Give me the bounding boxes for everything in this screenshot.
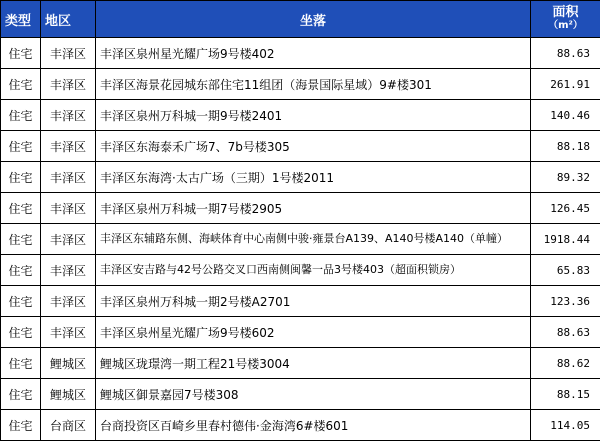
cell-area: 1918.44 — [531, 224, 600, 255]
cell-location: 丰泽区泉州星光耀广场9号楼602 — [96, 317, 531, 348]
header-type: 类型 — [1, 1, 41, 38]
cell-type: 住宅 — [1, 317, 41, 348]
cell-area: 88.15 — [531, 379, 600, 410]
cell-type: 住宅 — [1, 162, 41, 193]
cell-district: 丰泽区 — [41, 69, 96, 100]
cell-type: 住宅 — [1, 379, 41, 410]
cell-type: 住宅 — [1, 38, 41, 69]
cell-area: 140.46 — [531, 100, 600, 131]
header-area — [531, 1, 600, 38]
header-location: 坐落 — [96, 1, 531, 38]
cell-location: 丰泽区泉州万科城一期7号楼2905 — [96, 193, 531, 224]
table-row — [1, 348, 600, 379]
cell-district: 鲤城区 — [41, 348, 96, 379]
cell-area: 261.91 — [531, 69, 600, 100]
cell-area: 88.63 — [531, 38, 600, 69]
table-row — [1, 38, 600, 69]
cell-location: 鲤城区珑璟湾一期工程21号楼3004 — [96, 348, 531, 379]
header-row — [1, 1, 600, 38]
cell-type: 住宅 — [1, 410, 41, 441]
cell-type: 住宅 — [1, 131, 41, 162]
cell-location: 鲤城区御景嘉园7号楼308 — [96, 379, 531, 410]
cell-district: 丰泽区 — [41, 131, 96, 162]
cell-area: 123.36 — [531, 286, 600, 317]
cell-area: 126.45 — [531, 193, 600, 224]
cell-area: 65.83 — [531, 255, 600, 286]
cell-district: 丰泽区 — [41, 38, 96, 69]
cell-type: 住宅 — [1, 348, 41, 379]
cell-location: 丰泽区泉州万科城一期9号楼2401 — [96, 100, 531, 131]
cell-district: 丰泽区 — [41, 224, 96, 255]
table-row — [1, 379, 600, 410]
cell-location: 台商投资区百崎乡里春村德伟·金海湾6#楼601 — [96, 410, 531, 441]
header-area-label: 面积 — [552, 5, 579, 20]
cell-location: 丰泽区泉州万科城一期2号楼A2701 — [96, 286, 531, 317]
cell-location: 丰泽区安吉路与42号公路交叉口西南侧闽馨一品3号楼403（超面积锁房） — [96, 255, 531, 286]
cell-district: 丰泽区 — [41, 255, 96, 286]
cell-area: 88.18 — [531, 131, 600, 162]
cell-location: 丰泽区海景花园城东部住宅11组团（海景国际星域）9#楼301 — [96, 69, 531, 100]
header-district: 地区 — [41, 1, 96, 38]
cell-type: 住宅 — [1, 286, 41, 317]
table-row — [1, 131, 600, 162]
table-row — [1, 410, 600, 441]
cell-location: 丰泽区泉州星光耀广场9号楼402 — [96, 38, 531, 69]
table-row — [1, 100, 600, 131]
cell-location: 丰泽区东辅路东侧、海峡体育中心南侧中骏·雍景台A139、A140号楼A140（单幢） — [96, 224, 531, 255]
cell-area: 88.63 — [531, 317, 600, 348]
cell-district: 丰泽区 — [41, 162, 96, 193]
cell-location: 丰泽区东海泰禾广场7、7b号楼305 — [96, 131, 531, 162]
cell-district: 丰泽区 — [41, 317, 96, 348]
header-area-unit: （m²） — [548, 20, 583, 31]
table-row — [1, 193, 600, 224]
cell-district: 丰泽区 — [41, 193, 96, 224]
cell-type: 住宅 — [1, 193, 41, 224]
table-row — [1, 286, 600, 317]
cell-district: 鲤城区 — [41, 379, 96, 410]
table-row — [1, 317, 600, 348]
cell-area: 88.62 — [531, 348, 600, 379]
cell-district: 丰泽区 — [41, 100, 96, 131]
table-row — [1, 224, 600, 255]
cell-district: 丰泽区 — [41, 286, 96, 317]
cell-type: 住宅 — [1, 255, 41, 286]
cell-location: 丰泽区东海湾·太古广场（三期）1号楼2011 — [96, 162, 531, 193]
cell-type: 住宅 — [1, 224, 41, 255]
cell-area: 89.32 — [531, 162, 600, 193]
cell-district: 台商区 — [41, 410, 96, 441]
table-row — [1, 69, 600, 100]
cell-type: 住宅 — [1, 100, 41, 131]
cell-type: 住宅 — [1, 69, 41, 100]
cell-area: 114.05 — [531, 410, 600, 441]
table-row — [1, 255, 600, 286]
table-row — [1, 162, 600, 193]
